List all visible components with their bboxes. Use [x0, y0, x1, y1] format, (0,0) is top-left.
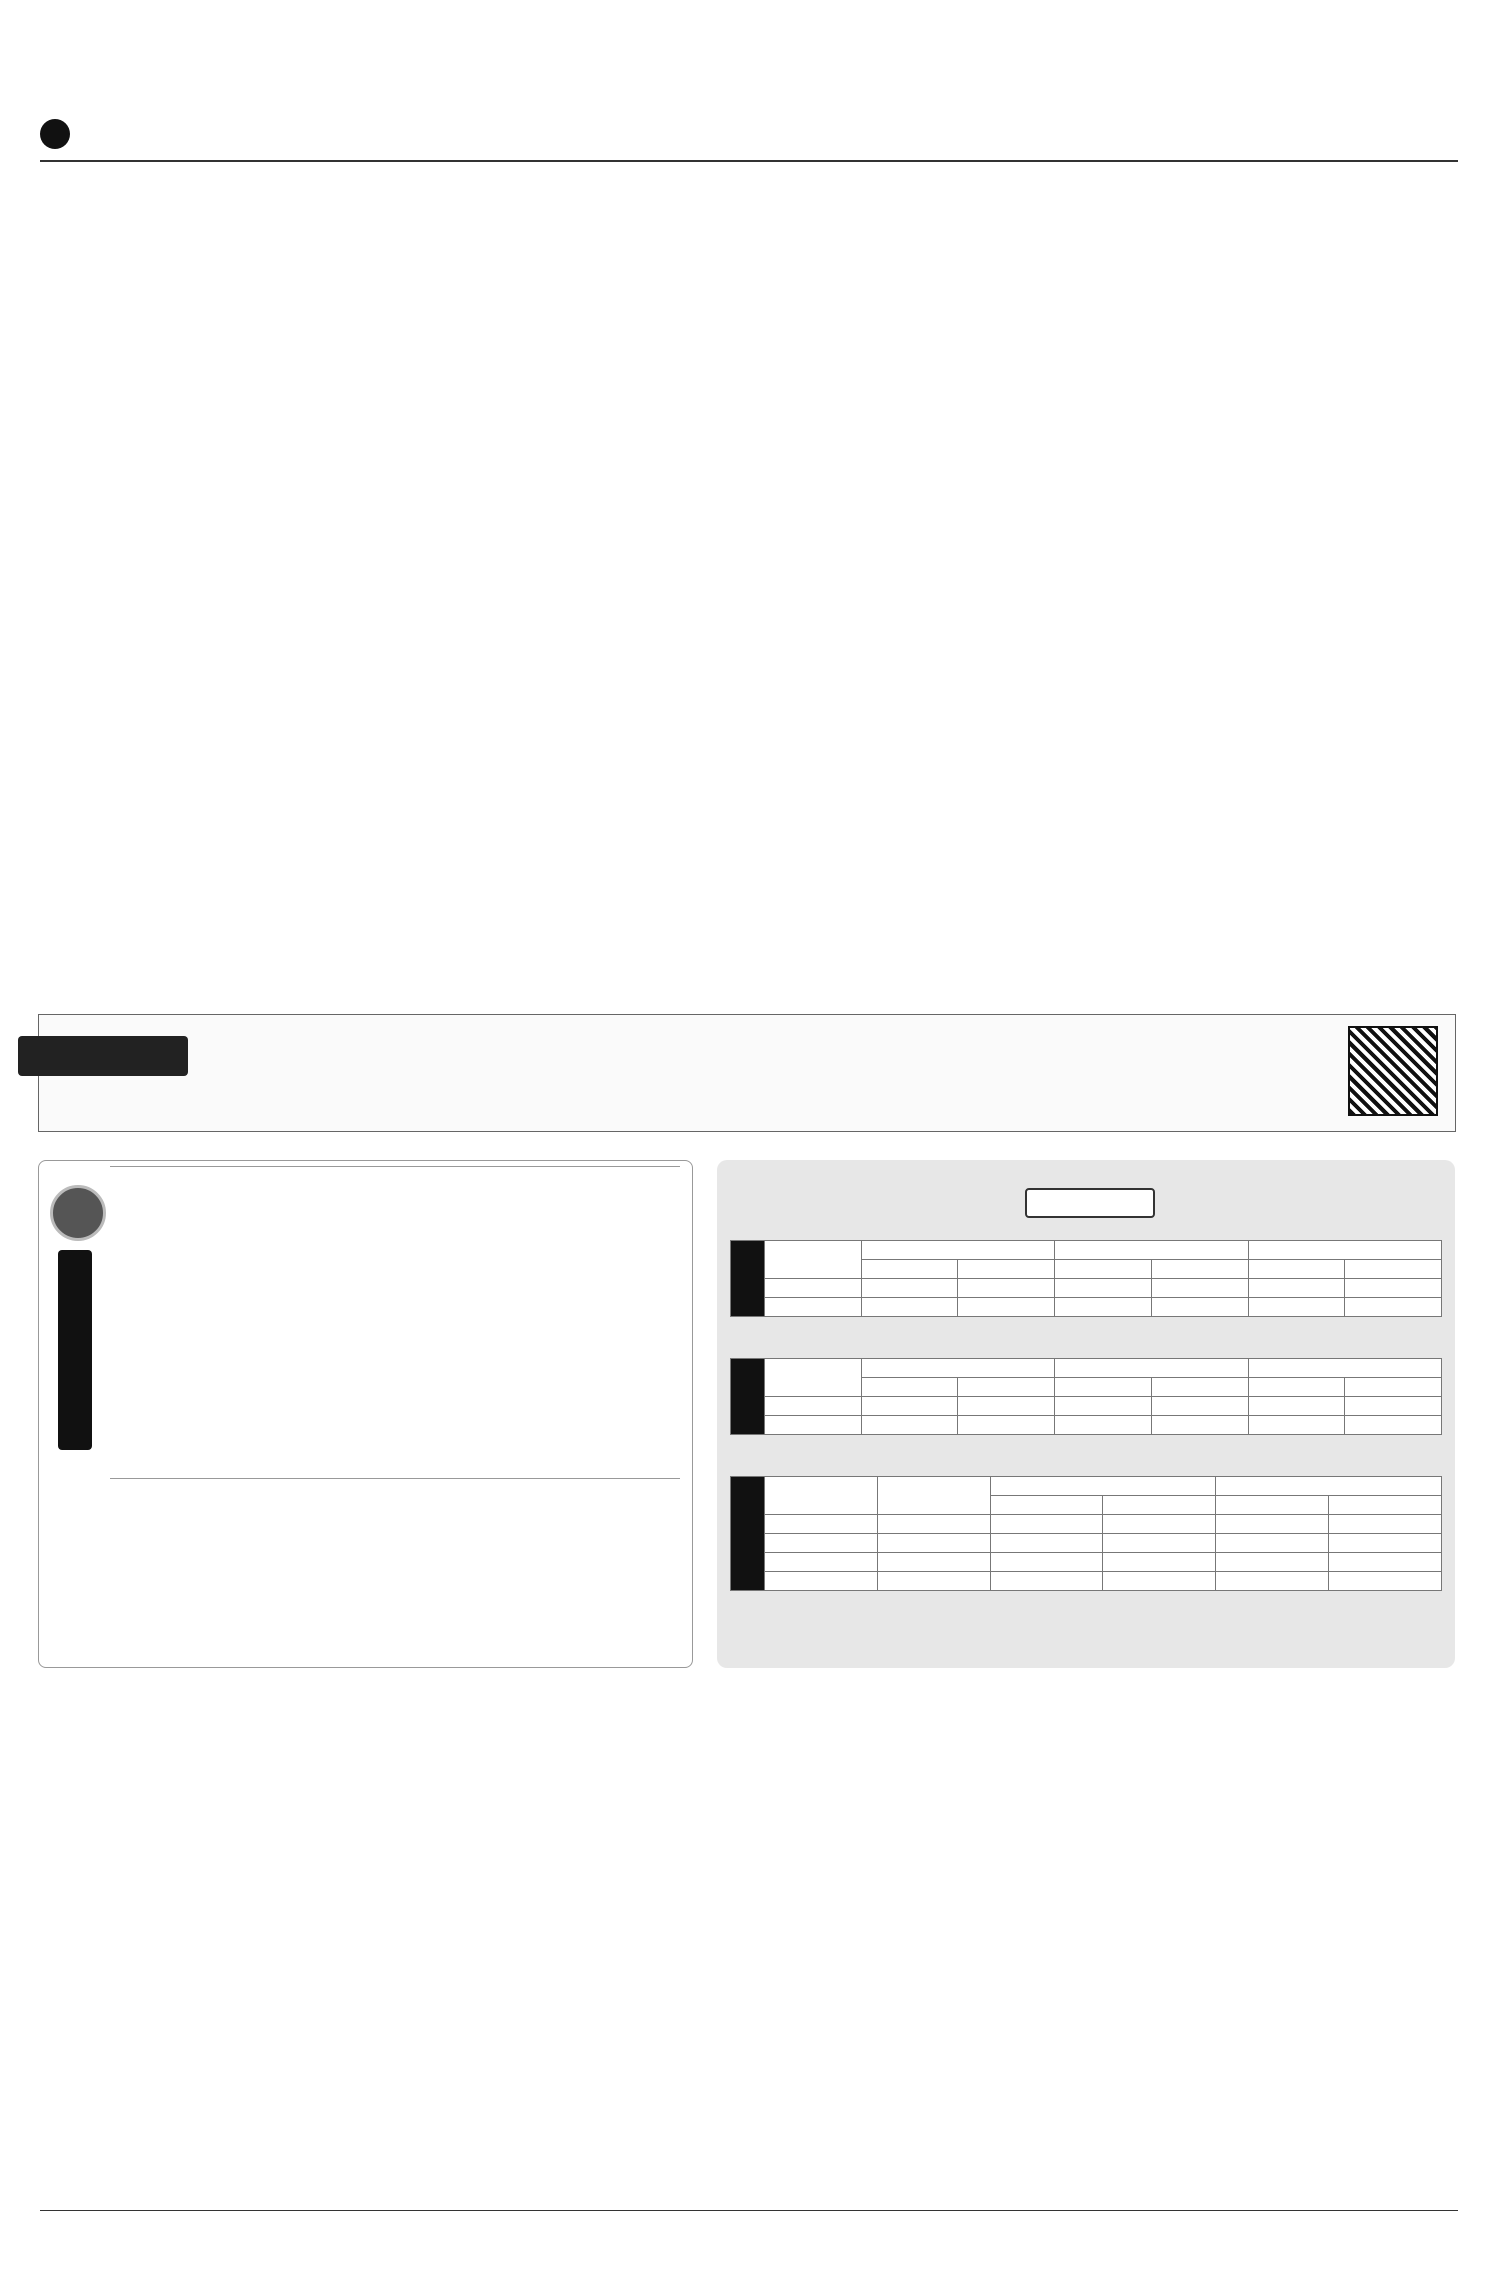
qlc-results-table [730, 1358, 1442, 1435]
footer-rule [40, 2210, 1458, 2211]
masthead-logo [40, 112, 76, 150]
col-header [765, 1241, 862, 1279]
cell [1055, 1397, 1152, 1416]
table-row [731, 1397, 1442, 1416]
col-header [1345, 1378, 1442, 1397]
col-header [1248, 1359, 1441, 1378]
cell [765, 1397, 862, 1416]
results-title [1025, 1188, 1155, 1218]
cell [990, 1572, 1103, 1591]
col-header [1345, 1260, 1442, 1279]
table-row [731, 1534, 1442, 1553]
cell [765, 1553, 878, 1572]
section-8088-title [110, 1478, 680, 1479]
review-box [38, 1014, 1456, 1132]
cell [990, 1553, 1103, 1572]
d3-results-table [730, 1476, 1442, 1591]
col-header [1248, 1378, 1345, 1397]
ssq-results-table [730, 1240, 1442, 1317]
cell [1345, 1279, 1442, 1298]
cell [1329, 1572, 1442, 1591]
col-header [1329, 1496, 1442, 1515]
qr-code-icon [1348, 1026, 1438, 1116]
col-header [990, 1477, 1216, 1496]
col-header [1248, 1241, 1441, 1260]
cell [1151, 1279, 1248, 1298]
col-header [765, 1477, 878, 1515]
table-row [731, 1553, 1442, 1572]
cell [877, 1515, 990, 1534]
recommend-vertical-tag [58, 1250, 92, 1450]
cell [1151, 1397, 1248, 1416]
table-row [731, 1298, 1442, 1317]
cell [958, 1298, 1055, 1317]
table-row [731, 1416, 1442, 1435]
review-tag [18, 1036, 188, 1076]
cell [765, 1515, 878, 1534]
table-row [731, 1572, 1442, 1591]
d3-label [731, 1477, 765, 1591]
cell [1345, 1397, 1442, 1416]
cell [765, 1298, 862, 1317]
col-header [1055, 1359, 1248, 1378]
col-header [1055, 1260, 1152, 1279]
cell [861, 1416, 958, 1435]
col-header [1216, 1496, 1329, 1515]
cell [877, 1553, 990, 1572]
cell [1151, 1298, 1248, 1317]
cell [1055, 1279, 1152, 1298]
col-header [1216, 1477, 1442, 1496]
col-header [1103, 1496, 1216, 1515]
cell [765, 1416, 862, 1435]
cell [1248, 1397, 1345, 1416]
section-818-title [110, 1166, 680, 1167]
col-header [861, 1359, 1054, 1378]
cell [1216, 1515, 1329, 1534]
cell [1103, 1515, 1216, 1534]
col-header [1055, 1241, 1248, 1260]
cell [765, 1534, 878, 1553]
cell [877, 1534, 990, 1553]
col-header [877, 1477, 990, 1515]
table-row [731, 1515, 1442, 1534]
cell [877, 1572, 990, 1591]
cell [1248, 1416, 1345, 1435]
cell [1103, 1553, 1216, 1572]
cell [990, 1534, 1103, 1553]
col-header [765, 1359, 862, 1397]
recommend-panel [38, 1160, 693, 1668]
cell [958, 1279, 1055, 1298]
cell [765, 1572, 878, 1591]
cell [1345, 1416, 1442, 1435]
cell [1216, 1534, 1329, 1553]
logo-mark-icon [40, 119, 70, 149]
cell [1345, 1298, 1442, 1317]
cell [990, 1515, 1103, 1534]
cell [1151, 1416, 1248, 1435]
cell [958, 1397, 1055, 1416]
col-header [1151, 1260, 1248, 1279]
col-header [1055, 1378, 1152, 1397]
cell [861, 1397, 958, 1416]
header-rule [40, 160, 1458, 162]
cell [958, 1416, 1055, 1435]
cell [1329, 1553, 1442, 1572]
ssq-label [731, 1241, 765, 1317]
cell [1103, 1534, 1216, 1553]
cell [861, 1279, 958, 1298]
col-header [1151, 1378, 1248, 1397]
cell [1248, 1298, 1345, 1317]
cell [861, 1298, 958, 1317]
qlc-label [731, 1359, 765, 1435]
col-header [1248, 1260, 1345, 1279]
cell [1216, 1553, 1329, 1572]
cell [1329, 1534, 1442, 1553]
cell [1248, 1279, 1345, 1298]
col-header [958, 1260, 1055, 1279]
col-header [990, 1496, 1103, 1515]
cell [1216, 1572, 1329, 1591]
col-header [861, 1378, 958, 1397]
cell [1055, 1298, 1152, 1317]
cell [765, 1279, 862, 1298]
col-header [861, 1241, 1054, 1260]
cell [1329, 1515, 1442, 1534]
recommend-badge-icon [50, 1185, 106, 1241]
table-row [731, 1279, 1442, 1298]
col-header [861, 1260, 958, 1279]
cell [1055, 1416, 1152, 1435]
col-header [958, 1378, 1055, 1397]
cell [1103, 1572, 1216, 1591]
